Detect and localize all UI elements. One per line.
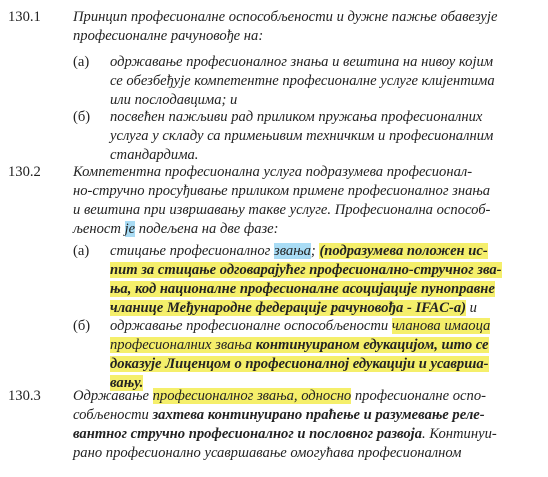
yellow-highlight: чланице Међународне федерације рачуновођа - IFAC-а)	[110, 300, 467, 316]
text-line: стандардима.	[110, 147, 199, 163]
text-line: или послодавцима; и	[110, 92, 238, 108]
blue-highlight: је	[124, 221, 136, 237]
text-line: чланице Међународне федерације рачуновођа - IFAC-а) и	[110, 300, 477, 316]
section-number: 130.1	[8, 9, 41, 25]
text-line	[110, 336, 489, 355]
text-line: и вештина при извршавању такве услуге. Професионална оспособ-	[73, 202, 491, 218]
text-line: се обезбеђује компетентне професионалне услуге клијентима	[110, 73, 495, 89]
yellow-highlight: вању.	[110, 375, 144, 391]
text-line: одржавање професионалне оспособљености чланова имаоца	[110, 318, 491, 334]
yellow-highlight: доказује Лиценцом о професионалној едукацији и усавршa-	[110, 356, 489, 372]
text-line: собљености захтева континуирано праћење и разумевање реле-	[73, 407, 485, 423]
yellow-highlight: ња, код националне професионалне асоцијације пуноправне	[110, 281, 495, 297]
text-line: Принцип професионалне оспособљености и дужне пажње обавезује	[73, 9, 498, 25]
text-line: Компетентна професионална услуга подразумева професионал-	[73, 164, 473, 180]
text-line: рано професионално усавршавање омогућава професионалном	[73, 445, 462, 461]
item-label: (а)	[73, 54, 90, 70]
text-line: љеност је подељена на две фазе:	[73, 221, 279, 237]
yellow-highlight: чланова имаоца	[391, 318, 491, 334]
yellow-highlight: континуираном едукацијом, што се	[255, 337, 489, 353]
text-line: посвећен пажљиви рад приликом пружања професионалних	[110, 109, 483, 125]
bold-text: захтева континуирано праћење и разумевање реле-	[152, 407, 485, 423]
blue-highlight: звања	[274, 243, 311, 259]
item-label: (б)	[73, 109, 91, 125]
section-number: 130.3	[8, 388, 41, 404]
bold-text: вантног стручно професионалног и пословног развоја	[73, 426, 423, 442]
yellow-highlight: пит за стицање одговарајућег професионално-стручног зва-	[110, 262, 502, 278]
item-label: (б)	[73, 318, 91, 334]
text-line: но-стручно просуђивање приликом примене професионалног знања	[73, 183, 491, 199]
text-line: професионалне рачуновође на:	[73, 28, 264, 44]
yellow-highlight: (подразумева положен ис-	[319, 243, 488, 259]
text-line: услуга у складу са примењивим техничким и професионалним	[110, 128, 494, 144]
text-line: одржавање професионалног знања и вештина на нивоу којим	[110, 54, 494, 70]
text-line	[110, 355, 489, 374]
text-line: Одржавање професионалног звања, односно професионалне оспо-	[73, 388, 486, 404]
text-line	[110, 261, 502, 280]
text-line: стицање професионалног звања; (подразумева положен ис-	[110, 243, 488, 259]
section-number: 130.2	[8, 164, 41, 180]
text-line: вантног стручно професионалног и пословног развоја. Континуи-	[73, 426, 497, 442]
yellow-highlight: професионалног звања, односно	[152, 388, 352, 404]
yellow-highlight: професионалних звања	[110, 337, 256, 353]
text-line	[110, 280, 495, 299]
item-label: (а)	[73, 243, 90, 259]
